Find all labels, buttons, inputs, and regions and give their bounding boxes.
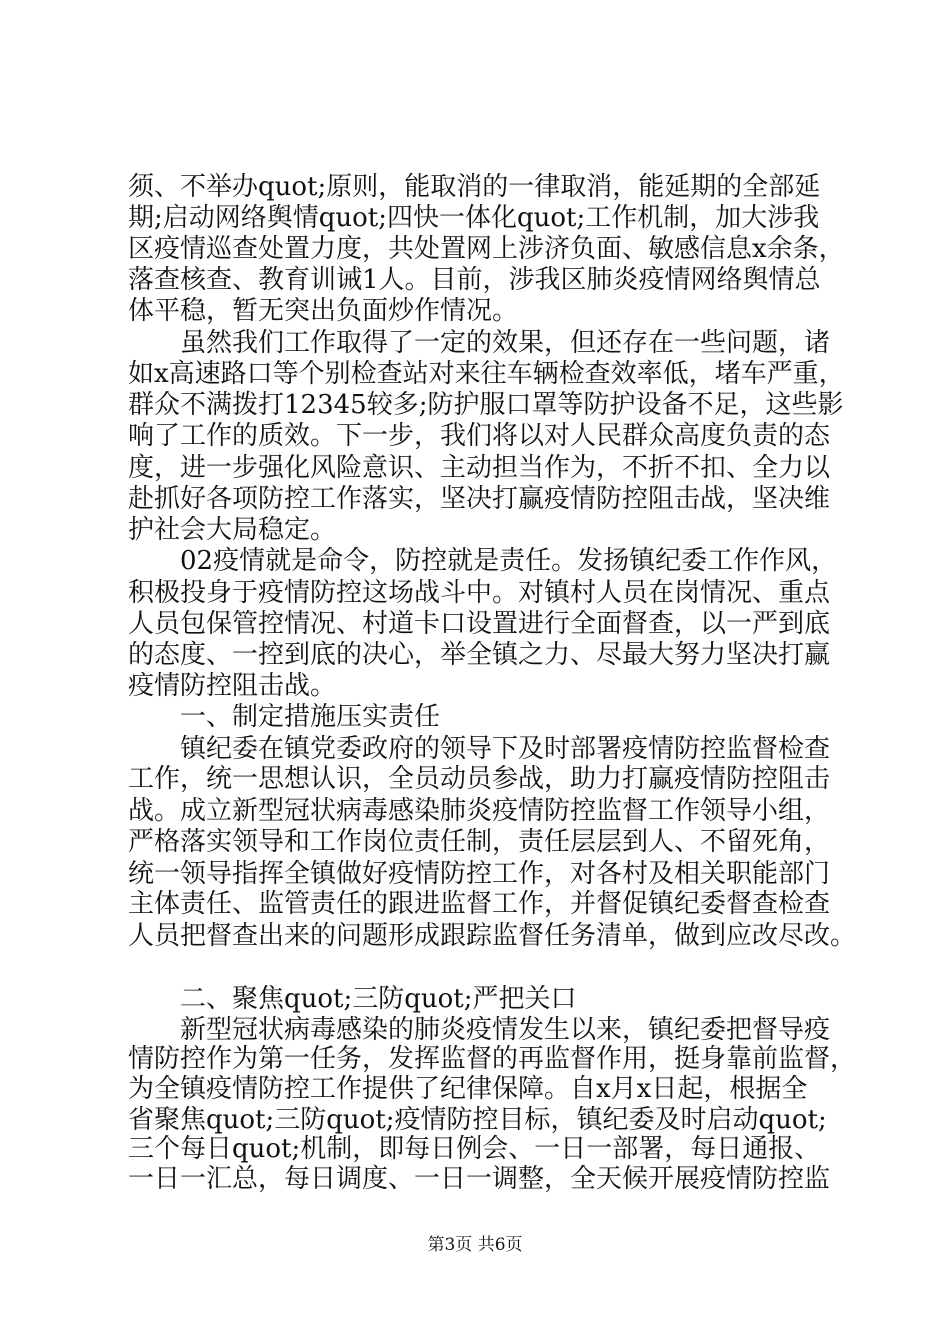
text-line: 新型冠状病毒感染的肺炎疫情发生以来，镇纪委把督导疫 <box>180 1015 831 1045</box>
text-line: 期;启动网络舆情quot;四快一体化quot;工作机制，加大涉我 <box>128 203 820 233</box>
page-number-footer: 第3页 共6页 <box>427 1235 523 1255</box>
text-line: 主体责任、监管责任的跟进监督工作，并督促镇纪委督查检查 <box>128 889 831 919</box>
text-line: 统一领导指挥全镇做好疫情防控工作，对各村及相关职能部门 <box>128 859 831 889</box>
text-line: 战。成立新型冠状病毒感染肺炎疫情防控监督工作领导小组， <box>128 796 831 826</box>
text-line: 人员包保管控情况、村道卡口设置进行全面督查，以一严到底 <box>128 609 831 639</box>
text-line: 镇纪委在镇党委政府的领导下及时部署疫情防控监督检查 <box>180 734 831 764</box>
text-line: 须、不举办quot;原则，能取消的一律取消，能延期的全部延 <box>128 172 821 202</box>
text-line: 的态度、一控到底的决心，举全镇之力、尽最大努力坚决打赢 <box>128 640 831 670</box>
text-line: 体平稳，暂无突出负面炒作情况。 <box>128 296 519 326</box>
text-line: 如x高速路口等个别检查站对来往车辆检查效率低，堵车严重， <box>128 359 845 389</box>
section-heading: 一、制定措施压实责任 <box>180 702 441 732</box>
text-line: 一日一汇总，每日调度、一日一调整，全天候开展疫情防控监 <box>128 1164 831 1194</box>
text-line: 赴抓好各项防控工作落实，坚决打赢疫情防控阻击战，坚决维 <box>128 484 831 514</box>
text-line: 三个每日quot;机制，即每日例会、一日一部署，每日通报、 <box>128 1134 821 1164</box>
text-line: 区疫情巡查处置力度，共处置网上涉济负面、敏感信息x余条， <box>128 234 845 264</box>
text-line: 度，进一步强化风险意识、主动担当作为，不折不扣、全力以 <box>128 453 831 483</box>
text-line: 情防控作为第一任务，发挥监督的再监督作用，挺身靠前监督， <box>128 1044 857 1074</box>
text-line: 虽然我们工作取得了一定的效果，但还存在一些问题，诸 <box>180 328 831 358</box>
text-line: 人员把督查出来的问题形成跟踪监督任务清单，做到应改尽改。 <box>128 921 857 951</box>
text-line: 护社会大局稳定。 <box>128 515 337 545</box>
text-line: 为全镇疫情防控工作提供了纪律保障。自x月x日起，根据全 <box>128 1074 808 1104</box>
text-line: 工作，统一思想认识，全员动员参战，助力打赢疫情防控阻击 <box>128 764 831 794</box>
text-line: 响了工作的质效。下一步，我们将以对人民群众高度负责的态 <box>128 421 831 451</box>
text-line: 群众不满拨打12345较多;防护服口罩等防护设备不足，这些影 <box>128 390 844 420</box>
section-heading: 二、聚焦quot;三防quot;严把关口 <box>180 984 577 1014</box>
text-line: 02疫情就是命令，防控就是责任。发扬镇纪委工作作风， <box>180 546 838 576</box>
text-line: 疫情防控阻击战。 <box>128 671 337 701</box>
text-line: 落查核查、教育训诫1人。目前，涉我区肺炎疫情网络舆情总 <box>128 265 821 295</box>
text-line: 严格落实领导和工作岗位责任制，责任层层到人、不留死角， <box>128 827 831 857</box>
text-line: 积极投身于疫情防控这场战斗中。对镇村人员在岗情况、重点 <box>128 578 831 608</box>
text-line: 省聚焦quot;三防quot;疫情防控目标，镇纪委及时启动quot; <box>128 1105 827 1135</box>
